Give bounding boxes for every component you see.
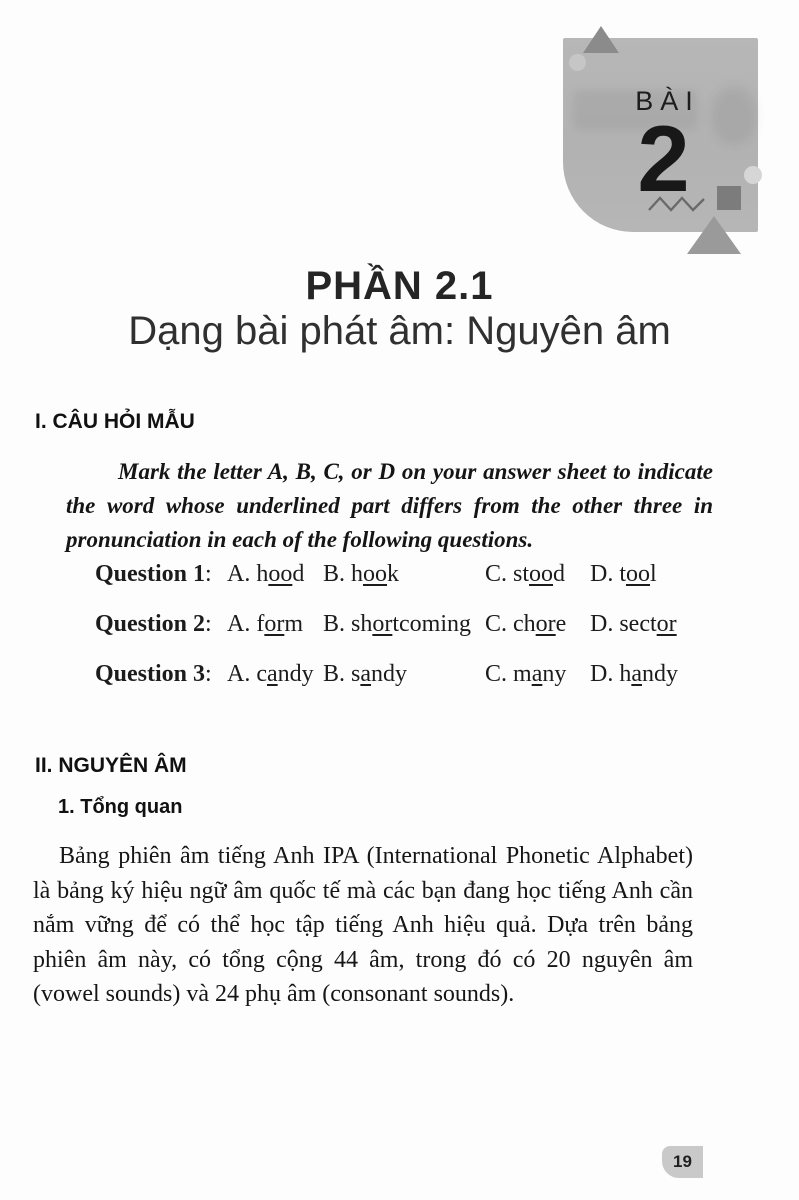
question-label: Question 3: <box>95 661 212 687</box>
questions-list <box>95 559 715 709</box>
circle-decoration <box>569 54 586 71</box>
answer-option: D. sector <box>590 611 677 637</box>
answer-option: C. stood <box>485 561 566 587</box>
question-row <box>95 609 715 639</box>
subsection-heading: 1. Tổng quan <box>58 796 183 818</box>
answer-option: B. sandy <box>323 661 408 687</box>
triangle-icon <box>687 216 741 254</box>
answer-option: A. candy <box>227 661 314 687</box>
zigzag-icon <box>647 193 713 215</box>
question-row <box>95 659 715 689</box>
lesson-badge-number: 2 <box>637 106 690 211</box>
lesson-badge-label: BÀI <box>635 86 700 116</box>
answer-option: A. hood <box>227 561 305 587</box>
page-number-badge <box>662 1146 703 1178</box>
question-row <box>95 559 715 589</box>
answer-option: B. hook <box>323 561 400 587</box>
section-1-heading: I. CÂU HỎI MẪU <box>35 410 195 433</box>
question-label: Question 1: <box>95 561 212 587</box>
lesson-badge <box>563 38 758 232</box>
answer-option: D. tool <box>590 561 657 587</box>
triangle-icon <box>583 26 619 53</box>
part-title: PHẦN 2.1 <box>305 264 494 308</box>
part-subtitle: Dạng bài phát âm: Nguyên âm <box>128 309 671 353</box>
answer-option: A. form <box>227 611 303 637</box>
body-paragraph: Bảng phiên âm tiếng Anh IPA (International Phonetic Alphabet) là bảng ký hiệu ngữ âm quốc tế mà các bạn đang học tiếng Anh cần nắm vững để có thể học tập tiếng Anh hiệu quả. Dựa trên bảng phiên âm này, có tổng cộng 44 âm, trong đó có 20 nguyên âm (vowel sounds) và 24 phụ âm (consonant sounds). <box>33 843 693 1007</box>
section-2-heading: II. NGUYÊN ÂM <box>35 754 187 777</box>
circle-decoration <box>744 166 762 184</box>
question-label: Question 2: <box>95 611 212 637</box>
page-number: 19 <box>673 1152 692 1171</box>
answer-option: B. shortcoming <box>323 611 472 637</box>
answer-option: D. handy <box>590 661 678 687</box>
answer-option: C. chore <box>485 611 567 637</box>
instruction-text: Mark the letter A, B, C, or D on your answer sheet to indicate the word whose underlined part differs from the other three in pronunciation in each of the following questions. <box>66 459 713 552</box>
answer-option: C. many <box>485 661 567 687</box>
square-decoration <box>717 186 741 210</box>
